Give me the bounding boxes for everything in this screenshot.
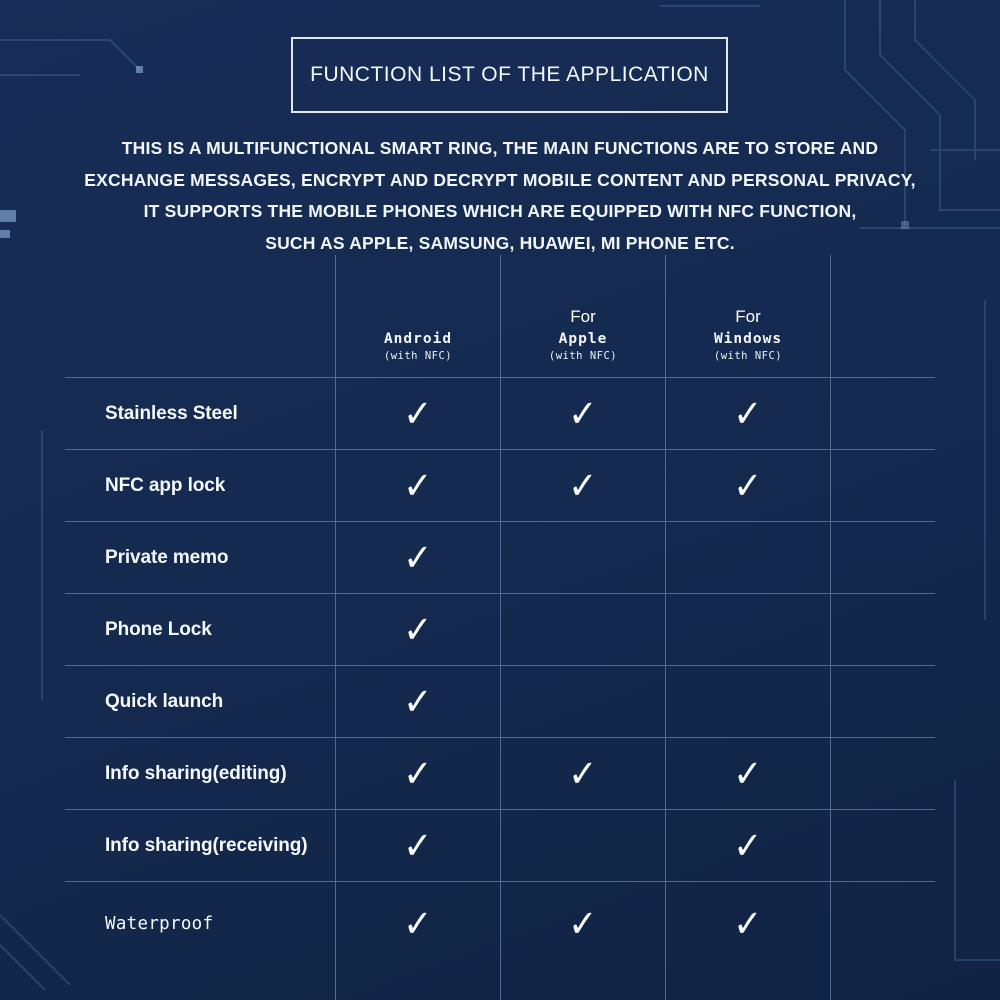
table-row xyxy=(65,882,935,1000)
table-row xyxy=(65,594,935,666)
check-cell xyxy=(335,666,500,737)
table-end-cell xyxy=(830,255,935,377)
intro-text xyxy=(0,133,1000,259)
table-end-cell xyxy=(830,522,935,593)
check-icon: ✓ xyxy=(403,607,433,652)
intro-line-4: SUCH AS APPLE, SAMSUNG, HUAWEI, MI PHONE ETC. xyxy=(265,232,735,253)
table-end-cell xyxy=(830,450,935,521)
check-cell xyxy=(335,378,500,449)
column-prefix: For xyxy=(735,307,761,326)
intro-line-3: IT SUPPORTS THE MOBILE PHONES WHICH ARE EQUIPPED WITH NFC FUNCTION, xyxy=(143,201,857,221)
feature-label: Private memo xyxy=(105,546,229,568)
column-subtitle: (with NFC) xyxy=(713,350,783,362)
check-cell xyxy=(335,594,500,665)
feature-label: NFC app lock xyxy=(105,474,226,496)
feature-label: Info sharing(receiving) xyxy=(105,834,308,856)
column-name: Apple xyxy=(558,331,608,347)
column-header-android xyxy=(335,255,500,377)
check-icon: ✓ xyxy=(733,463,763,508)
check-cell xyxy=(335,522,500,593)
check-icon: ✓ xyxy=(403,679,433,724)
check-icon: ✓ xyxy=(568,463,598,508)
empty-cell xyxy=(665,522,830,593)
table-row xyxy=(65,810,935,882)
check-icon: ✓ xyxy=(403,751,433,796)
check-icon: ✓ xyxy=(403,901,433,946)
column-subtitle: (with NFC) xyxy=(383,350,453,362)
feature-label: Quick launch xyxy=(105,690,224,712)
check-cell xyxy=(665,450,830,521)
intro-line-2: EXCHANGE MESSAGES, ENCRYPT AND DECRYPT MOBILE CONTENT AND PERSONAL PRIVACY, xyxy=(84,169,916,190)
check-icon: ✓ xyxy=(733,751,763,796)
check-cell xyxy=(500,738,665,809)
column-subtitle: (with NFC) xyxy=(548,350,618,362)
check-icon: ✓ xyxy=(733,391,763,436)
check-cell xyxy=(335,450,500,521)
table-end-cell xyxy=(830,666,935,737)
empty-cell xyxy=(500,594,665,665)
empty-cell xyxy=(500,666,665,737)
empty-cell xyxy=(665,594,830,665)
check-icon: ✓ xyxy=(403,463,433,508)
table-row xyxy=(65,738,935,810)
check-cell xyxy=(665,810,830,881)
feature-label: Phone Lock xyxy=(105,618,212,640)
table-end-cell xyxy=(830,594,935,665)
table-end-cell xyxy=(830,738,935,809)
check-icon: ✓ xyxy=(403,391,433,436)
check-cell xyxy=(335,882,500,1000)
empty-cell xyxy=(665,666,830,737)
column-name: Windows xyxy=(713,331,783,347)
check-icon: ✓ xyxy=(568,391,598,436)
header-empty-cell xyxy=(65,255,335,377)
table-end-cell xyxy=(830,882,935,1000)
check-icon: ✓ xyxy=(403,823,433,868)
check-cell xyxy=(500,378,665,449)
table-row xyxy=(65,666,935,738)
check-icon: ✓ xyxy=(568,751,598,796)
column-header-windows xyxy=(665,255,830,377)
table-row xyxy=(65,450,935,522)
table-end-cell xyxy=(830,810,935,881)
feature-label: Stainless Steel xyxy=(105,402,238,424)
table-header-row xyxy=(65,255,935,378)
column-prefix: For xyxy=(570,307,596,326)
empty-cell xyxy=(500,810,665,881)
check-cell xyxy=(335,810,500,881)
table-row xyxy=(65,522,935,594)
check-icon: ✓ xyxy=(403,535,433,580)
intro-line-1: THIS IS A MULTIFUNCTIONAL SMART RING, THE MAIN FUNCTIONS ARE TO STORE AND xyxy=(121,138,879,158)
column-header-apple xyxy=(500,255,665,377)
check-icon: ✓ xyxy=(568,901,598,946)
column-name: Android xyxy=(383,331,453,347)
check-cell xyxy=(500,882,665,1000)
table-row xyxy=(65,378,935,450)
check-icon: ✓ xyxy=(733,823,763,868)
empty-cell xyxy=(500,522,665,593)
feature-table xyxy=(65,255,935,1000)
check-cell xyxy=(665,738,830,809)
feature-label: Info sharing(editing) xyxy=(105,762,287,784)
check-cell xyxy=(500,450,665,521)
title-box xyxy=(291,37,728,113)
table-end-cell xyxy=(830,378,935,449)
check-cell xyxy=(665,378,830,449)
feature-label: Waterproof xyxy=(105,914,214,934)
check-cell xyxy=(665,882,830,1000)
check-icon: ✓ xyxy=(733,901,763,946)
page-title: FUNCTION LIST OF THE APPLICATION xyxy=(310,63,709,86)
check-cell xyxy=(335,738,500,809)
